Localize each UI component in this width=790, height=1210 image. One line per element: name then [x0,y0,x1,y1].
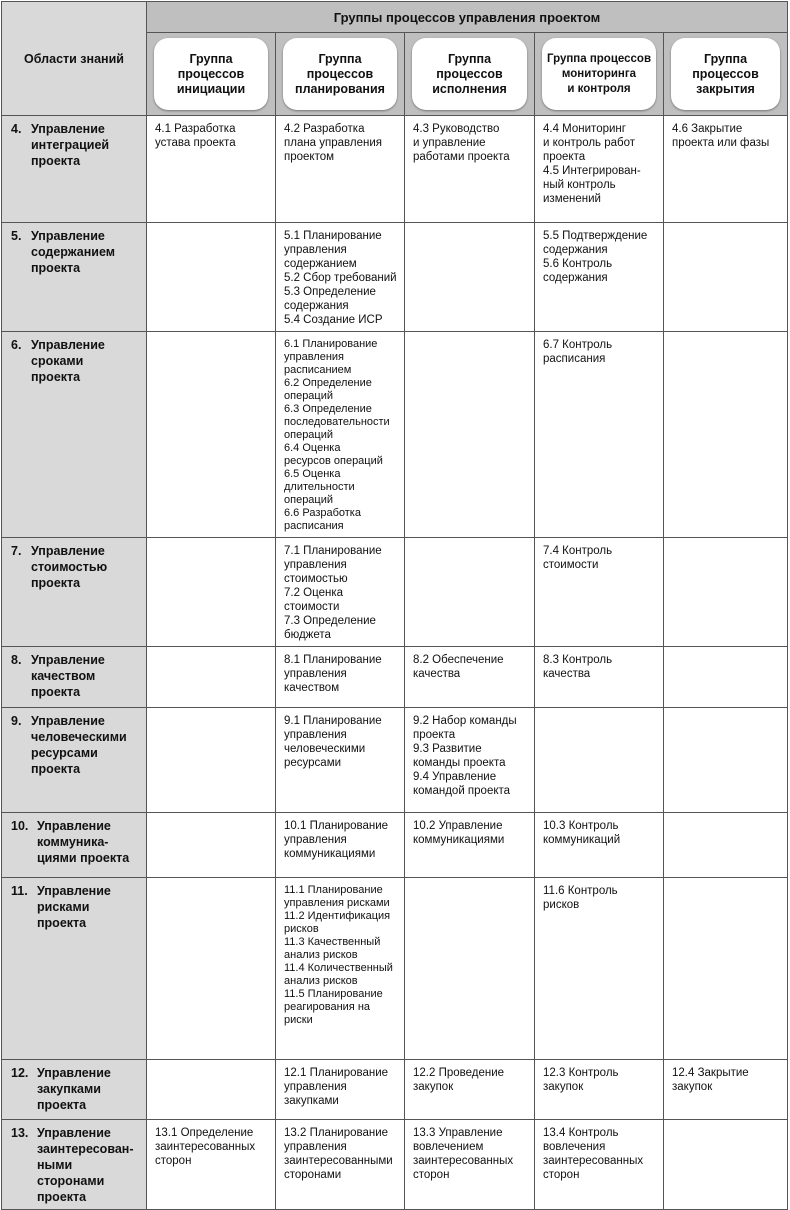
process-text-line: 10.1 Планирование [284,820,389,832]
process-text-line: 11.4 Количественный [284,962,393,974]
knowledge-area-row [2,647,788,708]
process-text-line: 12.1 Планирование [284,1067,389,1079]
group-closing-process-cell [664,647,788,708]
knowledge-area-name [37,1125,142,1205]
group-planning-pill [283,38,397,110]
knowledge-area-name-line: рисками [37,900,90,914]
process-text-line: и контроль работ [543,137,636,149]
knowledge-area-name-line: проекта [31,370,81,384]
knowledge-area-name [37,883,111,931]
process-text-line: сторон [413,1169,450,1181]
knowledge-area-name-line: Управление [37,819,111,833]
group-initiation-process-cell [147,116,276,223]
group-executing-process-cell [405,116,535,223]
knowledge-area-name-line: проекта [31,576,81,590]
group-executing-pill [412,38,527,110]
group-title-line: инициации [176,81,246,96]
group-initiation-header [147,33,276,116]
group-initiation-process-cell [147,1060,276,1120]
process-text-line: командой проекта [413,785,511,797]
knowledge-area-name [31,652,105,700]
process-text-line: 7.3 Определение [284,615,376,627]
process-text-line: 13.1 Определение [155,1127,254,1139]
process-text-line: управления [284,1141,347,1153]
group-executing-process-cell [405,223,535,332]
process-text-line: 6.5 Оценка [284,468,341,480]
process-text-line: 9.1 Планирование [284,715,382,727]
group-monitoring-process-cell [535,116,664,223]
process-text-line: 6.4 Оценка [284,442,341,454]
process-text-line: проекта [543,151,586,163]
knowledge-area-name-line: проекта [37,1098,87,1112]
knowledge-area-name [31,543,107,591]
process-text-line: человеческими [284,743,366,755]
process-text-line: 5.2 Сбор требований [284,272,397,284]
process-text-line: 7.2 Оценка стоимости [284,587,344,613]
process-text-line: 13.4 Контроль [543,1127,619,1139]
process-text-line: рисков [284,923,319,935]
group-planning-process-cell [276,332,405,538]
group-initiation-pill [154,38,268,110]
group-closing-process-cell [664,813,788,878]
group-title-line: и контроля [567,82,631,95]
groups-header-title: Группы процессов управления проектом [333,9,601,25]
knowledge-area-number: 12. [11,1066,29,1080]
knowledge-area-name-line: проекта [31,685,81,699]
knowledge-area-name-line: стоимостью [31,560,108,574]
knowledge-area-row [2,1120,788,1210]
group-closing-process-cell [664,1060,788,1120]
knowledge-area-name [31,713,127,777]
process-text-line: 11.6 Контроль [543,885,618,897]
group-title-line: процессов [177,66,245,81]
group-monitoring-process-cell [535,223,664,332]
group-title-line: планирования [295,81,385,96]
knowledge-area-name [31,228,115,276]
process-text-line: закупок [672,1081,713,1093]
process-text-line: 5.1 Планирование [284,230,382,242]
process-text-line: 5.4 Создание ИСР [284,314,383,326]
knowledge-area-number: 7. [11,544,22,558]
knowledge-area-name-line: ными сторонами [37,1158,105,1188]
group-closing-process-cell [664,878,788,1060]
process-text-line: бюджета [284,629,331,641]
knowledge-area-name [31,121,109,169]
process-text-line: закупок [413,1081,454,1093]
knowledge-area-row [2,878,788,1060]
group-title-line: Группа [189,51,233,66]
group-executing-process-cell [405,647,535,708]
knowledge-area-number: 13. [11,1126,29,1140]
process-text-line: заинтересованных [155,1141,256,1153]
process-text-line: 6.1 Планирование [284,338,378,350]
knowledge-area-cell [2,878,147,1060]
process-text-line: 5.6 Контроль [543,258,613,270]
knowledge-area-number: 11. [11,884,28,898]
knowledge-area-name-line: проекта [37,916,87,930]
knowledge-area-name-line: заинтересован- [37,1142,134,1156]
process-text-line: команды проекта [413,757,506,769]
process-text-line: вовлечением [413,1141,484,1153]
process-text-line: 13.2 Планирование [284,1127,389,1139]
process-text-line: сторон [155,1155,192,1167]
group-executing-process-cell [405,538,535,647]
group-title-line: закрытия [696,81,755,96]
group-title-line: процессов [692,66,759,81]
process-text-line: сторон [543,1169,580,1181]
knowledge-area-name-line: Управление [31,653,105,667]
group-monitoring-process-cell [535,1120,664,1210]
group-closing-process-cell [664,708,788,813]
group-monitoring-process-cell [535,708,664,813]
process-text-line: качества [413,668,461,680]
process-text-line: коммуникациями [284,848,376,860]
process-text-line: закупками [284,1095,339,1107]
process-text-line: 8.2 Обеспечение [413,654,504,666]
group-title-line: исполнения [432,81,507,96]
process-text-line: 4.2 Разработка [284,123,365,135]
group-monitoring-pill [542,38,656,110]
group-monitoring-header [535,33,664,116]
process-text-line: 4.4 Мониторинг [543,123,626,135]
process-text-line: ный контроль [543,179,616,191]
process-text-line: сторонами [284,1169,342,1181]
process-text-line: 11.5 Планирование [284,988,383,1000]
group-closing-process-cell [664,538,788,647]
knowledge-area-name-line: проекта [31,261,81,275]
process-text-line: 4.6 Закрытие [672,123,743,135]
process-matrix-table [1,1,788,1210]
group-title-line: Группа [447,51,492,66]
process-text-line: расписанием [284,364,352,376]
group-planning-process-cell [276,878,405,1060]
knowledge-area-name-line: содержанием [31,245,116,259]
group-initiation-process-cell [147,813,276,878]
process-text-line: коммуникациями [413,834,505,846]
process-text-line: 5.3 Определение [284,286,376,298]
process-text-line: 13.3 Управление [413,1127,503,1139]
group-planning-header [276,33,405,116]
knowledge-area-name [31,337,105,385]
process-text-line: 10.2 Управление [413,820,503,832]
process-text-line: проекта [413,729,456,741]
group-title-line: Группа [703,51,748,66]
process-text-line: управления [284,559,347,571]
knowledge-area-name [37,1065,111,1113]
groups-header [147,2,788,33]
group-planning-process-cell [276,1060,405,1120]
knowledge-area-name-line: Управление [31,338,105,352]
group-planning-process-cell [276,813,405,878]
knowledge-area-cell [2,223,147,332]
knowledge-area-cell [2,647,147,708]
process-text-line: 4.3 Руководство [413,123,500,135]
process-text-line: коммуникаций [543,834,621,846]
process-text-line: 4.1 Разработка [155,123,236,135]
process-text-line: устава проекта [155,137,236,149]
process-text-line: управления рисками [284,897,390,909]
process-text-line: 5.5 Подтверждение [543,230,648,242]
group-executing-process-cell [405,878,535,1060]
group-title-line: Группа процессов [546,52,652,65]
process-text-line: длительности операций [284,481,355,506]
group-initiation-process-cell [147,708,276,813]
process-text-line: расписания [543,353,606,365]
group-executing-process-cell [405,332,535,538]
process-text-line: стоимостью [284,573,348,585]
process-text-line: плана управления [284,137,382,149]
process-text-line: содержания [543,244,608,256]
knowledge-area-cell [2,538,147,647]
group-executing-process-cell [405,708,535,813]
knowledge-area-name-line: Управление [37,1126,111,1140]
group-title-line: процессов [306,66,374,81]
process-text-line: проекта или фазы [672,137,770,149]
knowledge-area-cell [2,813,147,878]
group-closing-header [664,33,788,116]
group-planning-process-cell [276,708,405,813]
process-text-line: 11.1 Планирование [284,884,383,896]
process-text-line: 11.2 Идентификация [284,910,391,922]
process-text-line: 11.3 Качественный [284,936,381,948]
knowledge-area-cell [2,332,147,538]
process-text-line: заинтересованными [284,1155,393,1167]
process-text-line: риски [284,1014,313,1026]
process-text-line: заинтересованных [543,1155,644,1167]
process-text-line: управления [284,668,347,680]
knowledge-area-name-line: циями проекта [37,851,130,865]
knowledge-area-name-line: закупками [37,1082,101,1096]
group-planning-process-cell [276,538,405,647]
group-planning-process-cell [276,647,405,708]
process-text-line: 7.1 Планирование [284,545,382,557]
areas-header [2,2,147,116]
group-monitoring-process-cell [535,878,664,1060]
process-text-line: заинтересованных [413,1155,514,1167]
process-text-line: 9.2 Набор команды [413,715,517,727]
knowledge-area-row [2,332,788,538]
process-text-line: содержанием [284,258,357,270]
knowledge-area-row [2,708,788,813]
group-monitoring-process-cell [535,813,664,878]
group-closing-process-cell [664,1120,788,1210]
knowledge-area-name-line: коммуника- [37,835,109,849]
process-text-line: последовательности [284,416,390,428]
group-closing-process-cell [664,116,788,223]
process-text-line: управления [284,834,347,846]
knowledge-area-name-line: сроками [31,354,84,368]
process-text-line: операций [284,429,334,441]
group-monitoring-process-cell [535,538,664,647]
process-text-line: управления [284,244,347,256]
knowledge-area-name-line: Управление [31,714,105,728]
knowledge-area-cell [2,1060,147,1120]
knowledge-area-name-line: проекта [37,1190,87,1204]
process-text-line: 12.4 Закрытие [672,1067,749,1079]
group-monitoring-process-cell [535,647,664,708]
process-text-line: и управление [413,137,486,149]
process-text-line: работами проекта [413,151,510,163]
process-text-line: изменений [543,193,601,205]
process-text-line: содержания [284,300,349,312]
knowledge-area-name-line: Управление [31,544,105,558]
process-text-line: содержания [543,272,608,284]
group-monitoring-process-cell [535,332,664,538]
knowledge-area-row [2,1060,788,1120]
process-text-line: 9.4 Управление [413,771,497,783]
knowledge-area-cell [2,116,147,223]
group-title-line: мониторинга [561,67,637,80]
knowledge-area-row [2,813,788,878]
process-text-line: качеством [284,682,340,694]
knowledge-area-name-line: интеграцией [31,138,110,152]
knowledge-area-row [2,223,788,332]
knowledge-area-name-line: качеством [31,669,96,683]
group-executing-header [405,33,535,116]
process-text-line: управления [284,729,347,741]
knowledge-area-number: 5. [11,229,22,243]
process-text-line: расписания [284,520,344,532]
knowledge-area-name-line: Управление [37,884,111,898]
knowledge-area-cell [2,708,147,813]
group-initiation-process-cell [147,1120,276,1210]
group-planning-process-cell [276,223,405,332]
process-text-line: качества [543,668,591,680]
knowledge-area-row [2,538,788,647]
process-text-line: анализ рисков [284,949,358,961]
knowledge-area-number: 6. [11,338,22,352]
process-text-line: управления [284,1081,347,1093]
process-text-line: управления [284,351,344,363]
process-text-line: 10.3 Контроль [543,820,619,832]
group-initiation-process-cell [147,878,276,1060]
knowledge-area-name-line: человеческими [31,730,127,744]
process-text-line: стоимости [543,559,599,571]
process-text-line: реагирования на [284,1001,371,1013]
knowledge-area-cell [2,1120,147,1210]
knowledge-area-name [37,818,129,866]
process-text-line: 8.1 Планирование [284,654,382,666]
knowledge-area-name-line: проекта [31,762,81,776]
process-text-line: 6.6 Разработка [284,507,361,519]
group-planning-process-cell [276,1120,405,1210]
areas-header-label: Области знаний [24,51,124,66]
group-title-line: Группа [318,51,362,66]
group-monitoring-process-cell [535,1060,664,1120]
process-text-line: 6.7 Контроль [543,339,613,351]
process-text-line: 7.4 Контроль [543,545,613,557]
process-text-line: операций [284,390,334,402]
process-text-line: закупок [543,1081,584,1093]
knowledge-area-name-line: проекта [31,154,81,168]
knowledge-area-number: 8. [11,653,22,667]
knowledge-area-name-line: Управление [31,229,105,243]
group-executing-process-cell [405,813,535,878]
process-text-line: рисков [543,899,580,911]
process-text-line: 9.3 Развитие [413,743,482,755]
process-text-line: 6.3 Определение [284,403,372,415]
group-executing-process-cell [405,1060,535,1120]
group-planning-process-cell [276,116,405,223]
process-text-line: проектом [284,151,335,163]
process-text-line: 4.5 Интегрирован- [543,165,641,177]
group-initiation-process-cell [147,647,276,708]
knowledge-area-number: 10. [11,819,29,833]
knowledge-area-name-line: Управление [37,1066,111,1080]
process-text-line: ресурсов операций [284,455,383,467]
process-text-line: 8.3 Контроль [543,654,613,666]
group-initiation-process-cell [147,538,276,647]
group-initiation-process-cell [147,332,276,538]
process-text-line: 12.3 Контроль [543,1067,619,1079]
group-executing-process-cell [405,1120,535,1210]
knowledge-area-number: 4. [11,122,22,136]
process-text-line: анализ рисков [284,975,358,987]
process-text-line: 6.2 Определение [284,377,372,389]
group-closing-process-cell [664,223,788,332]
knowledge-area-row [2,116,788,223]
group-closing-process-cell [664,332,788,538]
group-title-line: процессов [436,66,503,81]
knowledge-area-name-line: ресурсами [31,746,98,760]
process-text-line: ресурсами [284,757,342,769]
group-closing-pill [671,38,780,110]
process-text-line: вовлечения [543,1141,606,1153]
group-initiation-process-cell [147,223,276,332]
knowledge-area-name-line: Управление [31,122,105,136]
process-text-line: 12.2 Проведение [413,1067,505,1079]
knowledge-area-number: 9. [11,714,22,728]
